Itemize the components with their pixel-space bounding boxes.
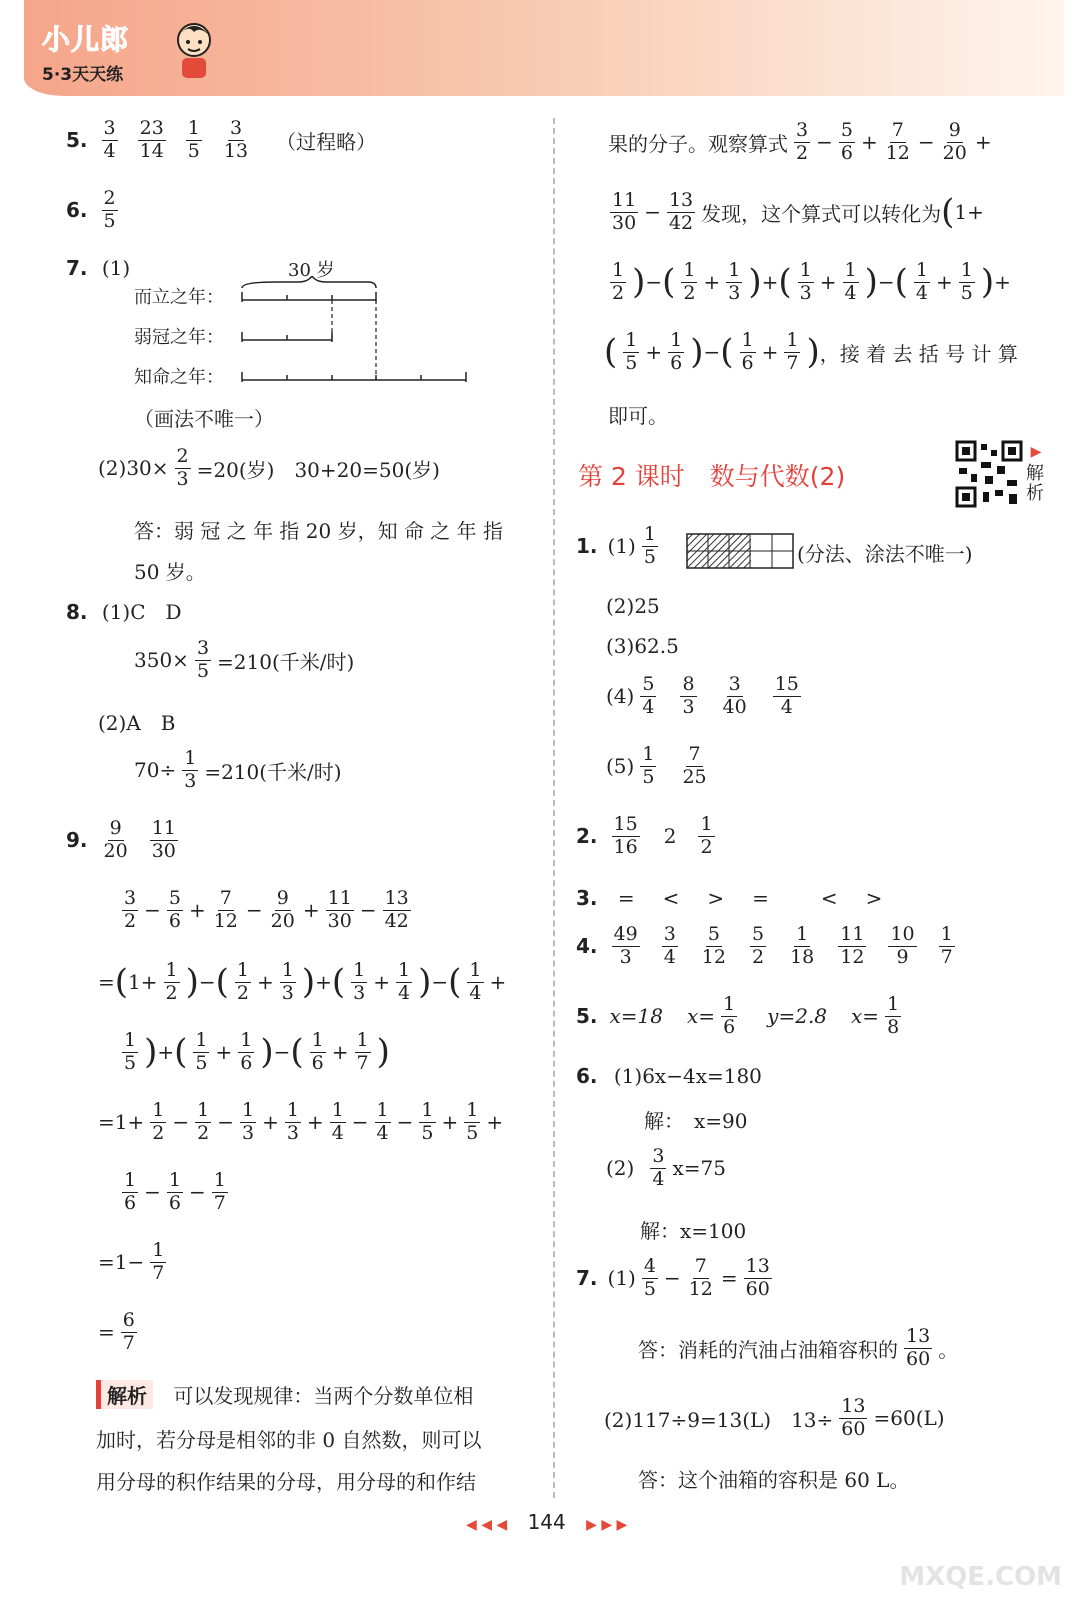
left-q9-head: 9. $\frac{9}{20}$ $\frac{11}{30}$: [66, 817, 176, 862]
q9-step1-line1: = ( 1+ $\frac{1}{2}$ ) − ( $\frac{1}{2}$ + $\frac{1}{3}$ ) + ( $\frac{1}{3}$ + $\frac{1}{4}$ ) − ( $\frac{1}{4}$ +: [98, 959, 507, 1004]
answer-line: 答：弱 冠 之 年 指 20 岁，知 命 之 年 指: [134, 519, 504, 543]
question-number: 5.: [576, 1004, 598, 1029]
right-cont-line4: ( $\frac{1}{5}$ + $\frac{1}{6}$ ) − ( $\frac{1}{6}$ + $\frac{1}{7}$ ) ，接 着 去 括 号 计 算: [604, 329, 1018, 374]
q6-solution-1: 解： x=90: [644, 1109, 748, 1133]
expr: =20(岁) 30+20=50(岁): [196, 457, 440, 482]
question-number: 5.: [66, 128, 88, 153]
question-number: 6.: [576, 1064, 598, 1088]
right-cont-line2: $\frac{11}{30}$ − $\frac{13}{42}$ 发现，这个算式可以转化为 ( 1+: [612, 189, 984, 234]
right-q2: 2. $\frac{15}{16}$ 2 $\frac{1}{2}$: [576, 813, 713, 858]
q6-p2: (2) $\frac{3}{4}$ x=75: [606, 1145, 726, 1190]
q6-solution-2: 解：x=100: [640, 1219, 747, 1243]
page-number: 144: [527, 1510, 566, 1534]
question-number: 4.: [576, 934, 598, 959]
q1-p4: (4) $\frac{5}{4}$ $\frac{8}{3}$ $\frac{3}{40}$ $\frac{15}{4}$: [606, 673, 799, 718]
note: （过程略）: [276, 129, 377, 154]
q1-p5: (5) $\frac{1}{5}$ $\frac{7}{25}$: [606, 743, 707, 788]
question-number: 2.: [576, 824, 598, 849]
play-icon: ▶: [1030, 444, 1042, 460]
q1-p2: (2)25: [606, 594, 660, 618]
q7-p2: (2)117÷9=13(L) 13÷ $\frac{13}{60}$ =60(L): [604, 1395, 945, 1440]
line-segment-diagram: [236, 276, 476, 388]
question-number: 9.: [66, 828, 88, 853]
right-q6-p1: 6. (1)6x−4x=180: [576, 1064, 762, 1088]
q9-expression: $\frac{3}{2}$ − $\frac{5}{6}$ + $\frac{7}{12}$ − $\frac{9}{20}$ + $\frac{11}{30}$ − $\frac{13}{42}$: [124, 887, 409, 932]
next-arrows-icon: ▶ ▶ ▶: [586, 1517, 628, 1533]
right-q4: 4. $\frac{49}{3}$ $\frac{3}{4}$ $\frac{5}{12}$ $\frac{5}{2}$ $\frac{1}{18}$ $\frac{11}{12}$ $\frac{10}{9}$ $\frac{1}{7}$: [576, 923, 953, 968]
q9-step3: =1− $\frac{1}{7}$: [98, 1239, 165, 1284]
watermark: MXQE.COM: [899, 1562, 1062, 1592]
qr-code-icon[interactable]: [955, 440, 1023, 508]
note: （画法不唯一）: [134, 407, 274, 431]
question-number: 3.: [576, 886, 598, 910]
analysis-line-3: 用分母的积作结果的分母，用分母的和作结: [96, 1470, 476, 1494]
right-q3: 3. = < > = < >: [576, 886, 887, 910]
left-q6: 6. $\frac{2}{5}$: [66, 187, 116, 232]
q9-result: = $\frac{6}{7}$: [98, 1309, 135, 1354]
left-q8-head: [66, 596, 182, 625]
mascot-icon: [170, 18, 218, 80]
column-divider: [553, 118, 555, 1498]
right-q7-p1: 7. (1) $\frac{4}{5}$ − $\frac{7}{12}$ = $\frac{13}{60}$: [576, 1255, 770, 1300]
left-q7-head: [66, 256, 130, 280]
brand-name: 小儿郎: [42, 23, 130, 56]
qr-label: 解析: [1026, 463, 1044, 504]
label-zhiming: 知命之年：: [134, 367, 224, 388]
answer-line: 50 岁。: [134, 560, 206, 584]
q1-p3: (3)62.5: [606, 634, 679, 658]
analysis-tag: 解析: [96, 1380, 153, 1409]
right-q1-p1: 1. (1) $\frac{1}{5}$: [576, 523, 656, 568]
q7-part2: (2)30× $\frac{2}{3}$ =20(岁) 30+20=50(岁): [98, 445, 440, 490]
right-cont-line5: 即可。: [608, 404, 668, 428]
question-number: 7.: [576, 1266, 598, 1291]
right-cont-line1: 果的分子。观察算式 $\frac{3}{2}$ − $\frac{5}{6}$ + $\frac{7}{12}$ − $\frac{9}{20}$ +: [608, 119, 992, 164]
question-number: 8.: [66, 600, 88, 624]
label-erli: 而立之年：: [134, 287, 224, 308]
brand-logo: [42, 18, 129, 85]
q9-step1-line2: $\frac{1}{5}$ ) + ( $\frac{1}{5}$ + $\frac{1}{6}$ ) − ( $\frac{1}{6}$ + $\frac{1}{7}$ ): [124, 1029, 390, 1074]
question-number: 1.: [576, 534, 598, 559]
right-cont-line3: $\frac{1}{2}$ ) − ( $\frac{1}{2}$ + $\frac{1}{3}$ ) + ( $\frac{1}{3}$ + $\frac{1}{4}$ ) − ( $\frac{1}{4}$ + $\frac{1}{5}$ ) +: [612, 259, 1011, 304]
brace-label: 30 岁: [288, 260, 335, 281]
series-name: 5·3天天练: [42, 65, 124, 85]
part-label: (1): [101, 256, 131, 280]
q7-answer-1: 答：消耗的汽油占油箱容积的 $\frac{13}{60}$ 。: [638, 1325, 959, 1370]
right-q5: 5. x=18 x= $\frac{1}{6}$ y=2.8 x= $\frac{1}{8}$: [576, 993, 900, 1038]
q7-answer-2: 答：这个油箱的容积是 60 L。: [638, 1468, 910, 1492]
analysis-line-1: 解析 可以发现规律：当两个分数单位相: [96, 1380, 473, 1409]
q8-expr1: 350× $\frac{3}{5}$ =210(千米/时): [134, 637, 355, 682]
q9-step2-line2: $\frac{1}{6}$ − $\frac{1}{6}$ − $\frac{1}{7}$: [124, 1169, 226, 1214]
question-number: 7.: [66, 256, 88, 280]
question-number: 6.: [66, 198, 88, 223]
lesson-title: 第 2 课时 数与代数(2): [578, 462, 846, 491]
label-ruoguan: 弱冠之年：: [134, 327, 224, 348]
grid-note: (分法、涂法不唯一): [797, 542, 973, 566]
expr: (2)30×: [98, 456, 169, 481]
left-q5: 5. $\frac{3}{4}$ $\frac{23}{14}$ $\frac{1}{5}$ $\frac{3}{13}$ （过程略）: [66, 117, 377, 162]
q8-expr2: 70÷ $\frac{1}{3}$ =210(千米/时): [134, 747, 342, 792]
part-label: (2)A B: [98, 711, 176, 735]
analysis-line-2: 加时，若分母是相邻的非 0 自然数，则可以: [96, 1428, 482, 1452]
page-footer: [466, 1510, 627, 1534]
part-label: (1)C D: [101, 600, 182, 624]
shaded-grid: [686, 533, 796, 569]
prev-arrows-icon: ◀ ◀ ◀: [466, 1517, 508, 1533]
q9-step2-line1: =1+ $\frac{1}{2}$ − $\frac{1}{2}$ − $\frac{1}{3}$ + $\frac{1}{3}$ + $\frac{1}{4}$ − $\frac{1}{4}$ − $\frac{1}{5}$ + $\frac{1}{5}$ +: [98, 1099, 504, 1144]
